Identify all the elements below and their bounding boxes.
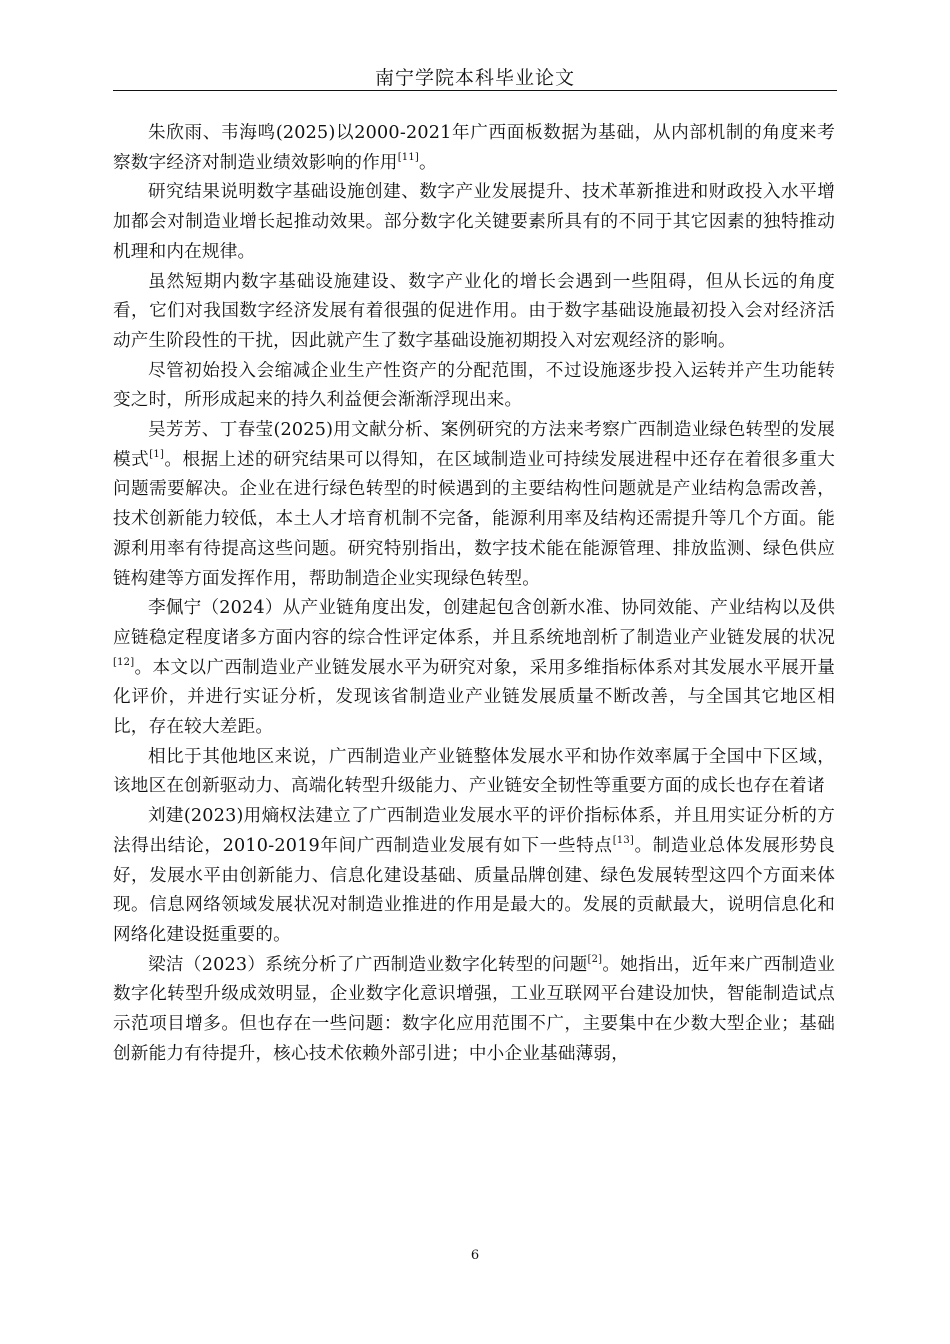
paragraph-3 — [113, 268, 835, 357]
paragraph-4 — [113, 357, 835, 416]
paragraph-text: 刘建(2023)用熵权法建立了广西制造业发展水平的评价指标体系，并且用实证分析的方法得出结论，2010-2019年间广西制造业发展有如下一些特点 — [113, 806, 835, 856]
citation-ref: [12] — [113, 656, 135, 668]
paragraph-1 — [113, 119, 835, 178]
paragraph-5 — [113, 416, 835, 594]
citation-ref: [2] — [587, 953, 603, 965]
paragraph-tail: 。 — [419, 152, 437, 173]
citation-ref: [11] — [397, 151, 420, 163]
page-number: 6 — [470, 1248, 480, 1263]
paragraph-tail: 。根据上述的研究结果可以得知，在区域制造业可持续发展进程中还存在着很多重大问题需要解决。企业在进行绿色转型的时候遇到的主要结构性问题就是产业结构急需改善，技术创新能力较低，本土人才培育机制不完备，能源利用率及结构还需提升等几个方面。能源利用率有待提高这些问题。研究特别指出，数字技术能在能源管理、排放监测、绿色供应链构建等方面发挥作用，帮助制造企业实现绿色转型。 — [113, 449, 836, 589]
paragraph-8 — [113, 802, 835, 951]
paragraph-text: 研究结果说明数字基础设施创建、数字产业发展提升、技术革新推进和财政投入水平增加都会对制造业增长起推动效果。部分数字化关键要素所具有的不同于其它因素的独特推动机理和内在规律。 — [113, 182, 835, 262]
page-header-title: 南宁学院本科毕业论文 — [374, 67, 575, 89]
paragraph-text: 相比于其他地区来说，广西制造业产业链整体发展水平和协作效率属于全国中下区域，该地区在创新驱动力、高端化转型升级能力、产业链安全韧性等重要方面的成长也存在着诸 — [113, 746, 835, 797]
paragraph-6 — [113, 594, 835, 743]
paragraph-9 — [113, 951, 835, 1070]
paragraph-tail: 。制造业总体发展形势良好，发展水平由创新能力、信息化建设基础、质量品牌创建、绿色发展转型这四个方面来体现。信息网络领域发展状况对制造业推进的作用是最大的。发展的贡献最大，说明信息化和网络化建设挺重要的。 — [113, 835, 835, 945]
citation-ref: [13] — [612, 834, 635, 846]
paragraph-tail: 。本文以广西制造业产业链发展水平为研究对象，采用多维指标体系对其发展水平展开量化评价，并进行实证分析，发现该省制造业产业链发展质量不断改善，与全国其它地区相比，存在较大差距。 — [113, 657, 835, 738]
citation-ref: [1] — [149, 448, 165, 460]
body-text — [113, 119, 835, 1070]
paragraph-2 — [113, 178, 835, 267]
paragraph-7 — [113, 743, 835, 802]
paragraph-text: 朱欣雨、韦海鸣(2025)以2000-2021年广西面板数据为基础，从内部机制的角度来考察数字经济对制造业绩效影响的作用 — [113, 123, 835, 173]
header-divider — [113, 90, 837, 91]
paragraph-tail: 。她指出，近年来广西制造业数字化转型升级成效明显，企业数字化意识增强，工业互联网平台建设加快，智能制造试点示范项目增多。但也存在一些问题：数字化应用范围不广，主要集中在少数大型企业；基础创新能力有待提升，核心技术依赖外部引进；中小企业基础薄弱， — [113, 954, 835, 1064]
paragraph-text: 李佩宁（2024）从产业链角度出发，创建起包含创新水准、协同效能、产业结构以及供应链稳定程度诸多方面内容的综合性评定体系，并且系统地剖析了制造业产业链发展的状况 — [113, 598, 835, 648]
paragraph-text: 虽然短期内数字基础设施建设、数字产业化的增长会遇到一些阻碍，但从长远的角度看，它们对我国数字经济发展有着很强的促进作用。由于数字基础设施最初投入会对经济活动产生阶段性的干扰，因此就产生了数字基础设施初期投入对宏观经济的影响。 — [113, 271, 835, 351]
paragraph-text: 尽管初始投入会缩减企业生产性资产的分配范围，不过设施逐步投入运转并产生功能转变之时，所形成起来的持久利益便会渐渐浮现出来。 — [113, 360, 835, 411]
paragraph-text: 吴芳芳、丁春莹(2025)用文献分析、案例研究的方法来考察广西制造业绿色转型的发展模式 — [113, 420, 835, 470]
paragraph-text: 梁洁（2023）系统分析了广西制造业数字化转型的问题 — [148, 954, 588, 975]
